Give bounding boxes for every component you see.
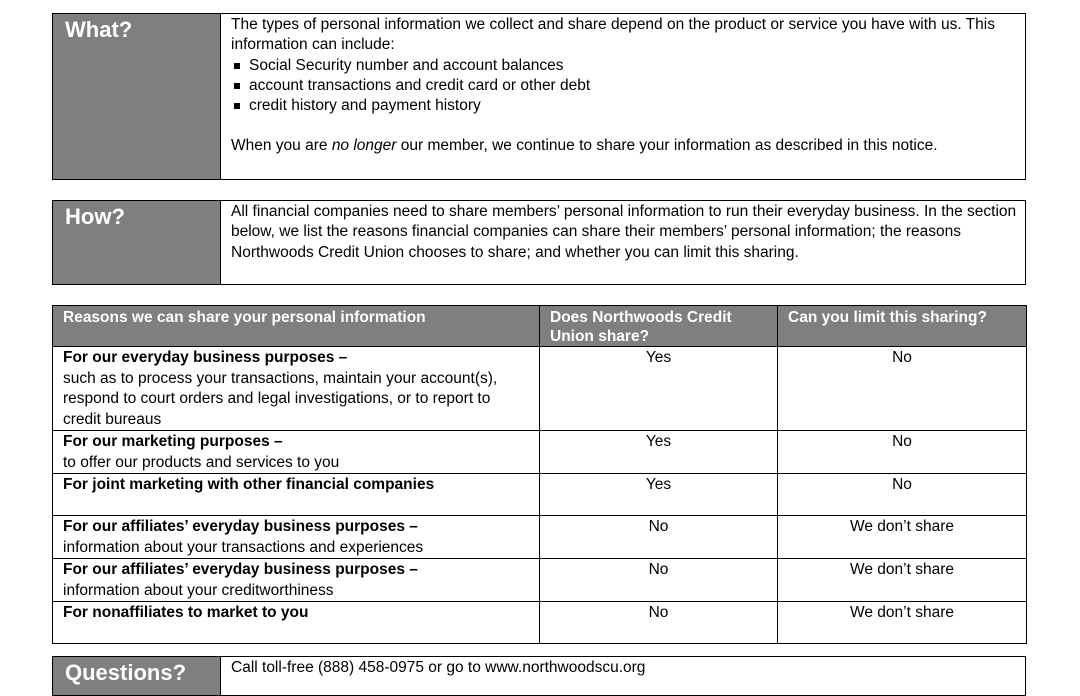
questions-section [52, 656, 1026, 696]
reason-title: For joint marketing with other financial companies [63, 476, 435, 493]
table-row [53, 602, 1027, 644]
how-section [52, 200, 1026, 285]
reason-title: For our marketing purposes – [63, 433, 283, 450]
limit-value: We don’t share [778, 559, 1027, 602]
what-bullet-item: Social Security number and account balances [231, 56, 1017, 76]
limit-value: We don’t share [778, 602, 1027, 644]
limit-value: No [778, 347, 1027, 431]
limit-value: We don’t share [778, 516, 1027, 559]
header-can-limit: Can you limit this sharing? [778, 306, 1027, 347]
table-row [53, 431, 1027, 474]
what-content [221, 14, 1025, 179]
share-value: No [540, 602, 778, 644]
questions-label: Questions? [53, 657, 221, 695]
limit-value: No [778, 431, 1027, 474]
how-content: All financial companies need to share members’ personal information to run their everyday business. In the section below, we list the reasons financial companies can share their members’ personal information; the reasons Northwoods Credit Union chooses to share; and whether you can limit this sharing. [231, 203, 1017, 261]
what-section [52, 13, 1026, 180]
limit-value: No [778, 474, 1027, 516]
what-note-start: When you are [231, 137, 332, 155]
reason-cell [53, 431, 540, 474]
reason-title: For our affiliates’ everyday business purposes – [63, 518, 418, 535]
table-row [53, 516, 1027, 559]
share-value: No [540, 516, 778, 559]
table-header-row [53, 306, 1027, 347]
header-does-share: Does Northwoods Credit Union share? [540, 306, 778, 347]
what-note-emphasis: no longer [331, 137, 397, 155]
sharing-reasons-table [52, 305, 1027, 644]
share-value: Yes [540, 431, 778, 474]
what-intro: The types of personal information we collect and share depend on the product or service you have with us. This information can include: [231, 16, 995, 54]
reason-title: For our affiliates’ everyday business purposes – [63, 561, 418, 578]
reason-desc: to offer our products and services to you [63, 453, 340, 471]
table-row [53, 474, 1027, 516]
how-label: How? [53, 201, 221, 284]
reason-cell [53, 347, 540, 431]
share-value: No [540, 559, 778, 602]
reason-desc: information about your transactions and experiences [63, 538, 424, 556]
what-label: What? [53, 14, 221, 179]
reason-title: For nonaffiliates to market to you [63, 604, 309, 621]
reason-desc: information about your creditworthiness [63, 581, 334, 599]
what-bullet-list [231, 56, 1017, 117]
table-row [53, 559, 1027, 602]
what-note [231, 136, 1017, 156]
reason-desc: such as to process your transactions, maintain your account(s), respond to court orders and legal investigations, or to report to credit bureaus [63, 369, 498, 428]
header-reasons: Reasons we can share your personal information [53, 306, 540, 347]
share-value: Yes [540, 347, 778, 431]
reason-cell [53, 559, 540, 602]
reason-cell [53, 516, 540, 559]
what-bullet-item: credit history and payment history [231, 96, 1017, 116]
reason-title: For our everyday business purposes – [63, 349, 348, 366]
share-value: Yes [540, 474, 778, 516]
table-row [53, 347, 1027, 431]
what-bullet-item: account transactions and credit card or other debt [231, 76, 1017, 96]
questions-content: Call toll-free (888) 458-0975 or go to www.northwoodscu.org [231, 659, 646, 676]
reason-cell [53, 474, 540, 516]
what-note-end: our member, we continue to share your information as described in this notice. [396, 137, 938, 155]
reason-cell [53, 602, 540, 644]
